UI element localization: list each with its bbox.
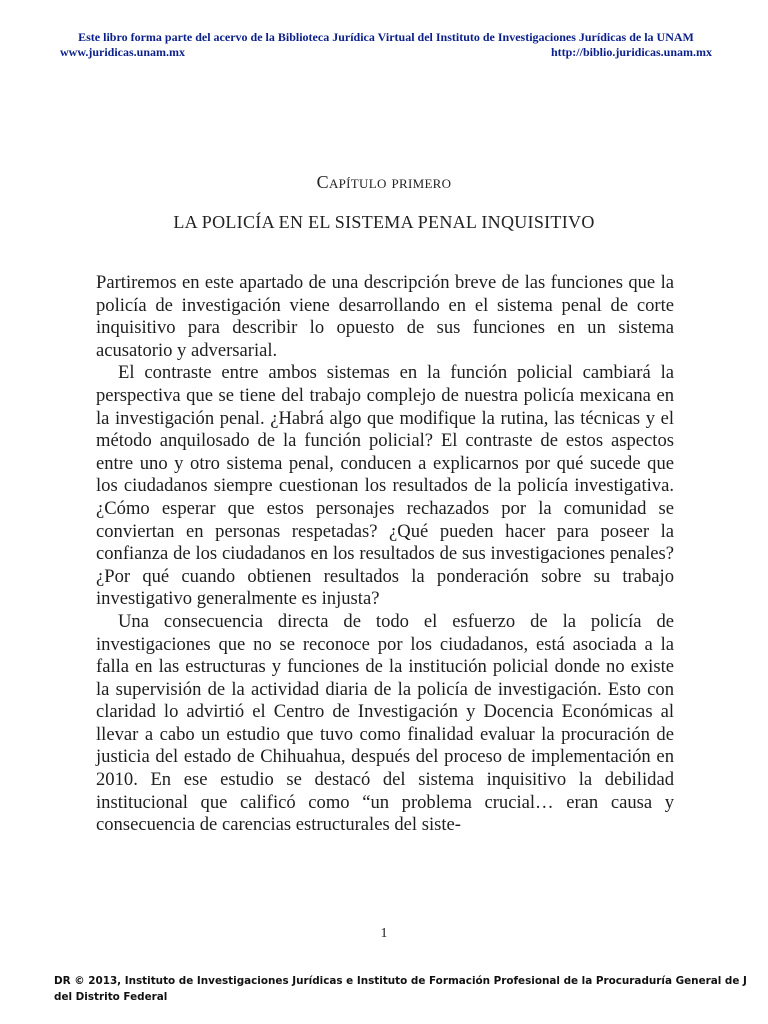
copyright-footer (54, 973, 768, 1005)
chapter-title: LA POLICÍA EN EL SISTEMA PENAL INQUISITIVO (173, 212, 595, 232)
body-paragraph-1: Partiremos en este apartado de una descripción breve de las funciones que la policía de investigación viene desarrollando en el sistema penal de corte inquisitivo para describir lo opuesto de sus funciones en un sistema acusatorio y adversarial. (96, 272, 674, 361)
library-notice-header (50, 30, 722, 60)
juridicas-site-link[interactable]: www.juridicas.unam.mx (60, 45, 186, 59)
copyright-line-2: del Distrito Federal (54, 991, 168, 1003)
chapter-label: Capítulo primero (316, 172, 452, 192)
biblio-site-link[interactable]: http://biblio.juridicas.unam.mx (550, 45, 712, 59)
body-paragraph-3: Una consecuencia directa de todo el esfuerzo de la policía de investigaciones que no se reconoce por los ciudadanos, está asociada a la falla en las estructuras y funciones de la institución policial donde no existe la supervisión de la actividad diaria de la policía de investigación. Esto con claridad lo advirtió el Centro de Investigación y Docencia Económicas al llevar a cabo un estudio que tuvo como finalidad evaluar la procuración de justicia del estado de Chihuahua, después del proceso de implementación en 2010. En ese estudio se destacó del sistema inquisitivo la debilidad institucional que calificó como “un problema crucial… eran causa y consecuencia de carencias estructurales del siste- (96, 610, 674, 836)
library-notice-text: Este libro forma parte del acervo de la Biblioteca Jurídica Virtual del Instituto de Investigaciones Jurídicas de la UNAM (78, 30, 694, 44)
body-paragraph-2: El contraste entre ambos sistemas en la función policial cambiará la perspectiva que se tiene del trabajo complejo de nuestra policía mexicana en la investigación penal. ¿Habrá algo que modifique la rutina, las técnicas y el método anquilosado de la función policial? El contraste de estos aspectos entre uno y otro sistema penal, conducen a explicarnos por qué sucede que los ciudadanos siempre cuestionan los resultados de la policía investigativa. ¿Cómo esperar que estos personajes rechazados por la comunidad se conviertan en personas respetadas? ¿Qué pueden hacer para poseer la confianza de los ciudadanos en los resultados de sus investigaciones penales? ¿Por qué cuando obtienen resultados la ponderación sobre su trabajo investigativo generalmente es injusta? (96, 362, 674, 610)
copyright-line-1: DR © 2013, Instituto de Investigaciones Jurídicas e Instituto de Formación Profesional de la Procuraduría General de J (54, 975, 747, 987)
header-links (50, 45, 722, 60)
page-number: 1 (380, 926, 388, 941)
chapter-body (96, 272, 674, 837)
